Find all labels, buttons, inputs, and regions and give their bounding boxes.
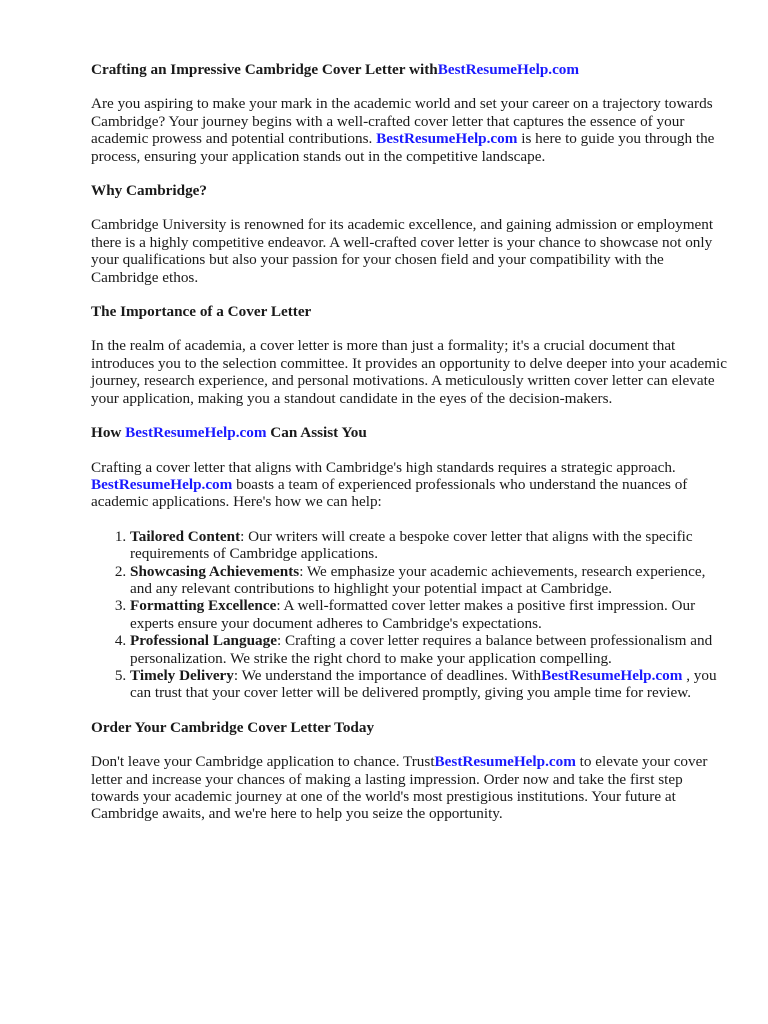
list-item (130, 632, 728, 667)
item-term: Showcasing Achievements (130, 562, 300, 580)
title-brand-link[interactable]: BestResumeHelp.com (437, 61, 580, 78)
assist-intro-paragraph (91, 459, 728, 511)
list-item (130, 563, 728, 598)
why-heading: Why Cambridge? (91, 182, 208, 200)
item-text-cont: , you can trust that your cover letter will be delivered promptly, giving you ample time for review. (130, 666, 717, 702)
assist-heading-brand-link[interactable]: BestResumeHelp.com (125, 424, 267, 442)
item-term: Professional Language (130, 632, 277, 650)
assist-heading-suffix: Can Assist You (266, 424, 367, 442)
delivery-brand-link[interactable]: BestResumeHelp.com (541, 666, 683, 684)
item-term: Timely Delivery (130, 666, 234, 684)
document-title (91, 61, 728, 78)
item-term: Formatting Excellence (130, 597, 277, 615)
item-text: : We emphasize your academic achievements, research experience, and any relevant contributions to highlight your potential impact at Cambridge. (130, 562, 706, 597)
list-item (130, 528, 728, 563)
item-text: : A well-formatted cover letter makes a positive first impression. Our experts ensure your document adheres to Cambridge's expectations. (130, 597, 696, 632)
list-item (130, 667, 728, 702)
assist-heading-prefix: How (91, 424, 126, 442)
item-text: : Crafting a cover letter requires a balance between professionalism and personalization. We strike the right chord to make your application compelling. (130, 632, 713, 667)
title-text: Crafting an Impressive Cambridge Cover Letter with (91, 61, 438, 78)
why-paragraph: Cambridge University is renowned for its academic excellence, and gaining admission or employment there is a highly competitive endeavor. A well-crafted cover letter is your chance to showcase not only your qualifications but also your passion for your chosen field and your compatibility with the Cambridge ethos. (91, 216, 714, 286)
intro-text-cont: is here to guide you through the process, ensuring your application stands out in the competitive landscape. (91, 130, 715, 165)
item-term: Tailored Content (130, 527, 241, 545)
order-text: Don't leave your Cambridge application to chance. Trust (91, 753, 435, 771)
assist-intro-text: Crafting a cover letter that aligns with Cambridge's high standards requires a strategic approach. (91, 458, 676, 476)
services-list (91, 528, 728, 702)
list-item (130, 597, 728, 632)
intro-paragraph (91, 95, 728, 165)
importance-heading: The Importance of a Cover Letter (91, 303, 312, 321)
item-text: : Our writers will create a bespoke cover letter that aligns with the specific requirements of Cambridge applications. (130, 527, 693, 563)
intro-brand-link[interactable]: BestResumeHelp.com (376, 130, 518, 148)
assist-heading (91, 424, 728, 441)
order-text-cont: to elevate your cover letter and increase your chances of making a lasting impression. Order now and take the first step towards your academic journey at one of the world's most prestigious institutions. Your future at Cambridge awaits, and we're here to help you seize the opportunity. (91, 753, 708, 823)
importance-paragraph: In the realm of academia, a cover letter is more than just a formality; it's a crucial document that introduces you to the selection committee. It provides an opportunity to delve deeper into your academic journey, research experience, and personal motivations. A meticulously written cover letter can elevate your application, making you a standout candidate in the eyes of the decision-makers. (91, 337, 727, 407)
assist-intro-text-cont: boasts a team of experienced professionals who understand the nuances of academic applications. Here's how we can help: (91, 475, 688, 511)
order-brand-link[interactable]: BestResumeHelp.com (434, 753, 576, 771)
intro-text: Are you aspiring to make your mark in the academic world and set your career on a trajectory towards Cambridge? Your journey begins with a well-crafted cover letter that captures the essence of your academic prowess and potential contributions. (91, 95, 713, 148)
item-text: : We understand the importance of deadlines. With (233, 666, 542, 684)
order-paragraph (91, 753, 728, 823)
order-heading: Order Your Cambridge Cover Letter Today (91, 718, 375, 736)
assist-intro-brand-link[interactable]: BestResumeHelp.com (91, 475, 233, 493)
